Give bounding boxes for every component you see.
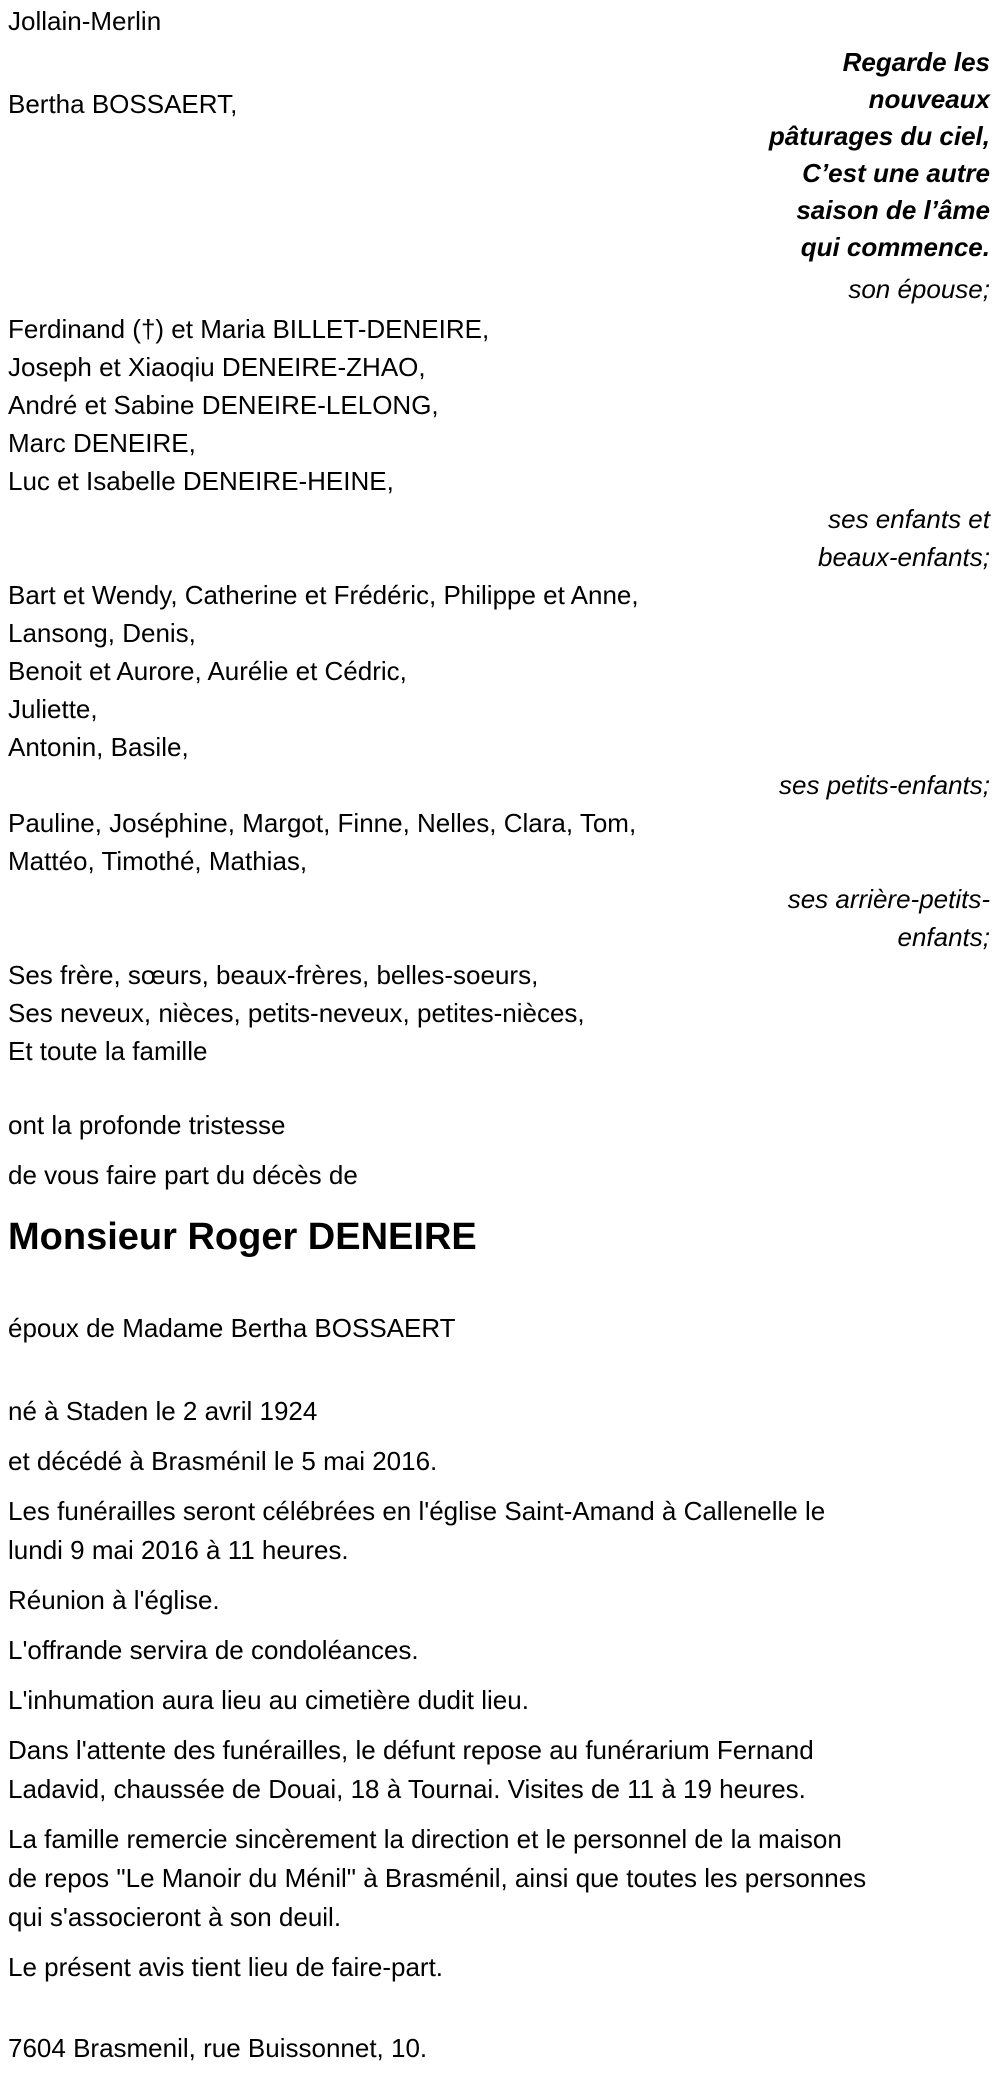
sorrow-paragraph xyxy=(8,1106,990,1145)
quote-line: Regarde les xyxy=(842,47,990,77)
family-name-line: Juliette, xyxy=(8,694,98,724)
detail-line: Réunion à l'église. xyxy=(8,1585,220,1615)
relation-label-great-grandchildren xyxy=(8,880,990,956)
detail-line: et décédé à Brasménil le 5 mai 2016. xyxy=(8,1446,438,1476)
family-name-line: Et toute la famille xyxy=(8,1036,208,1066)
widow-name: Bertha BOSSAERT, xyxy=(8,89,238,119)
family-names-children xyxy=(8,310,990,500)
family-section xyxy=(8,310,990,1070)
funerarium-paragraph xyxy=(8,1731,990,1809)
family-name-line: Luc et Isabelle DENEIRE-HEINE, xyxy=(8,466,394,496)
family-name-line: Marc DENEIRE, xyxy=(8,428,196,458)
detail-line: lundi 9 mai 2016 à 11 heures. xyxy=(8,1535,349,1565)
family-names-extended xyxy=(8,956,990,1070)
family-group-children xyxy=(8,310,990,576)
detail-line: Dans l'attente des funérailles, le défunt repose au funérarium Fernand xyxy=(8,1735,814,1765)
detail-line: Ladavid, chaussée de Douai, 18 à Tournai. Visites de 11 à 19 heures. xyxy=(8,1774,806,1804)
family-name-line: Joseph et Xiaoqiu DENEIRE-ZHAO, xyxy=(8,352,426,382)
quote-line: nouveaux xyxy=(868,84,990,114)
relation-line: ses arrière-petits- xyxy=(787,884,990,914)
deceased-name-heading: Monsieur Roger DENEIRE xyxy=(8,1216,477,1258)
footer-address-paragraph xyxy=(8,2029,990,2068)
announcement-section xyxy=(8,1106,990,1195)
memorial-quote xyxy=(690,44,990,266)
spacer xyxy=(8,1998,990,2029)
meeting-paragraph xyxy=(8,1581,990,1620)
family-name-line: Ses neveux, nièces, petits-neveux, petites-nièces, xyxy=(8,998,585,1028)
relation-line: enfants; xyxy=(897,922,990,952)
header-right-column xyxy=(690,2,990,308)
intro-line: de vous faire part du décès de xyxy=(8,1160,358,1190)
spouse-relation-line: époux de Madame Bertha BOSSAERT xyxy=(8,1313,456,1343)
quote-line: qui commence. xyxy=(800,232,990,262)
family-group-grandchildren xyxy=(8,576,990,804)
relation-line: ses petits-enfants; xyxy=(779,770,990,800)
family-names-great-grandchildren xyxy=(8,804,990,880)
relation-line: ses enfants et xyxy=(828,504,990,534)
family-name-line: Bart et Wendy, Catherine et Frédéric, Philippe et Anne, xyxy=(8,580,639,610)
relation-label-grandchildren xyxy=(8,766,990,804)
burial-paragraph xyxy=(8,1681,990,1720)
detail-line: L'offrande servira de condoléances. xyxy=(8,1635,419,1665)
header-left-column xyxy=(8,2,237,123)
birth-paragraph xyxy=(8,1392,990,1431)
spacer xyxy=(8,1359,990,1392)
family-name-line: Benoit et Aurore, Aurélie et Cédric, xyxy=(8,656,407,686)
relation-line: beaux-enfants; xyxy=(817,542,990,572)
detail-line: Le présent avis tient lieu de faire-part. xyxy=(8,1952,444,1982)
detail-line: L'inhumation aura lieu au cimetière dudit lieu. xyxy=(8,1685,529,1715)
quote-line: C’est une autre xyxy=(802,158,990,188)
detail-line: de repos "Le Manoir du Ménil" à Brasménil, ainsi que toutes les personnes xyxy=(8,1863,867,1893)
death-paragraph xyxy=(8,1442,990,1481)
commune-name: Jollain-Merlin xyxy=(8,6,162,36)
family-name-line: Lansong, Denis, xyxy=(8,618,196,648)
detail-line: La famille remercie sincèrement la direction et le personnel de la maison xyxy=(8,1824,842,1854)
family-name-line: Antonin, Basile, xyxy=(8,732,189,762)
quote-line: saison de l’âme xyxy=(796,195,990,225)
family-name-line: Ferdinand (†) et Maria BILLET-DENEIRE, xyxy=(8,314,490,344)
notice-paragraph xyxy=(8,1948,990,1987)
quote-line: pâturages du ciel, xyxy=(768,121,990,151)
funeral-service-paragraph xyxy=(8,1492,990,1570)
detail-line: Les funérailles seront célébrées en l'église Saint-Amand à Callenelle le xyxy=(8,1496,826,1526)
family-name-line: Mattéo, Timothé, Mathias, xyxy=(8,846,308,876)
family-group-great-grandchildren xyxy=(8,804,990,956)
detail-line: qui s'associeront à son deuil. xyxy=(8,1902,342,1932)
quote-attribution: son épouse; xyxy=(848,274,990,304)
thanks-paragraph xyxy=(8,1820,990,1937)
relation-label-children xyxy=(8,500,990,576)
family-group-extended xyxy=(8,956,990,1070)
offering-paragraph xyxy=(8,1631,990,1670)
family-name-line: André et Sabine DENEIRE-LELONG, xyxy=(8,390,439,420)
intro-paragraph xyxy=(8,1156,990,1195)
detail-line: né à Staden le 2 avril 1924 xyxy=(8,1396,318,1426)
sorrow-line: ont la profonde tristesse xyxy=(8,1110,286,1140)
family-name-line: Pauline, Joséphine, Margot, Finne, Nelles, Clara, Tom, xyxy=(8,808,637,838)
family-names-grandchildren xyxy=(8,576,990,766)
header-section xyxy=(8,2,990,308)
family-name-line: Ses frère, sœurs, beaux-frères, belles-soeurs, xyxy=(8,960,539,990)
spouse-relation-paragraph xyxy=(8,1309,990,1348)
footer-address: 7604 Brasmenil, rue Buissonnet, 10. xyxy=(8,2033,428,2063)
